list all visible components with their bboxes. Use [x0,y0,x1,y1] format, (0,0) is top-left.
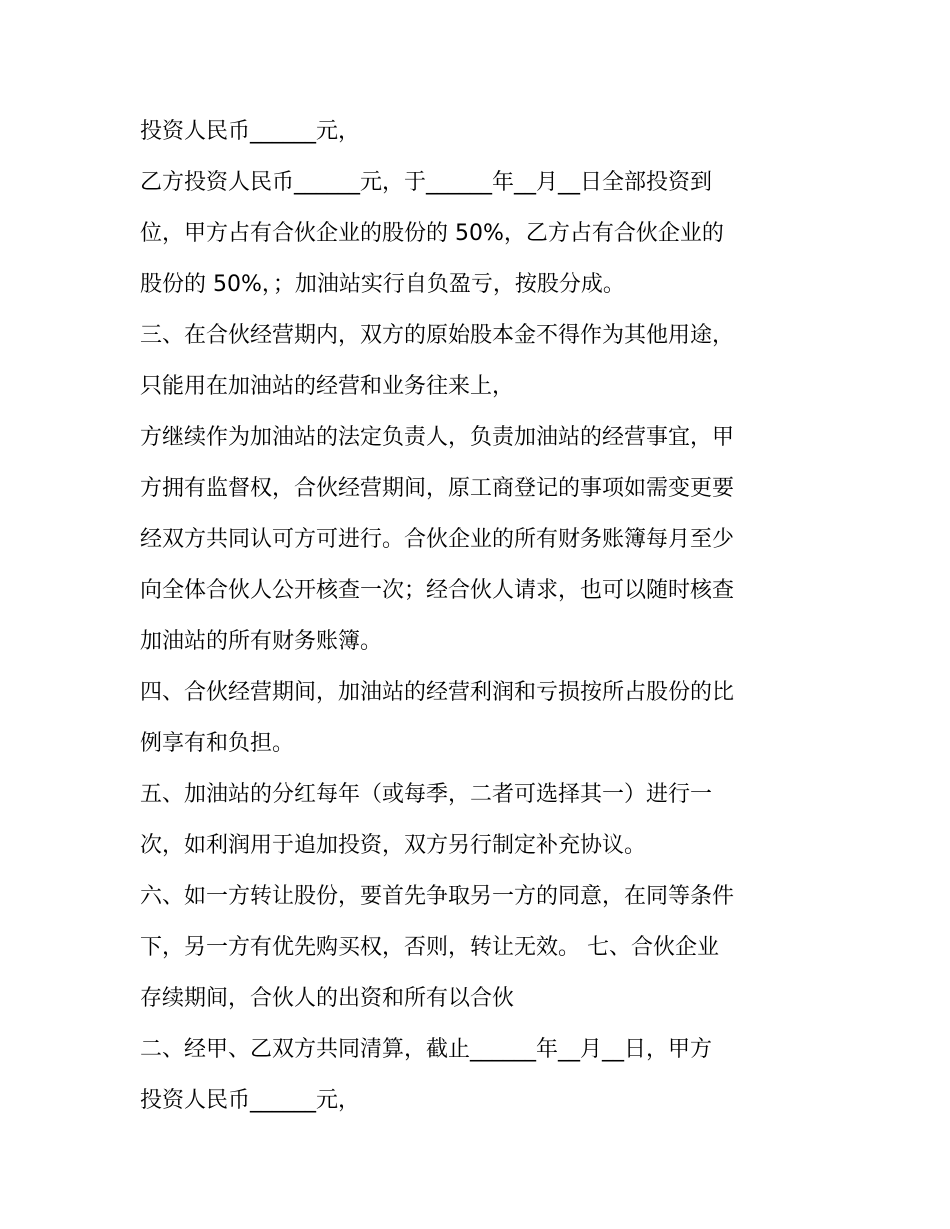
text-line: 例享有和负担。 [140,731,295,756]
text-line: 四、合伙经营期间，加油站的经营利润和亏损按所占股份的比 [140,680,735,705]
text-line: 只能用在加油站的经营和业务往来上， [140,374,515,399]
document-body [140,106,840,1126]
text-line: 投资人民币______元， [140,119,361,144]
text-line: 加油站的所有财务账簿。 [140,629,383,654]
text-line: 乙方投资人民币______元，于______年__月__日全部投资到 [140,170,713,195]
text-line: 方继续作为加油站的法定负责人，负责加油站的经营事宜，甲 [140,425,735,450]
text-line: 股份的 50%，；加油站实行自负盈亏，按股分成。 [140,272,625,297]
text-line: 二、经甲、乙双方共同清算，截止______年__月__日，甲方 [140,1037,713,1062]
text-line: 存续期间，合伙人的出资和所有以合伙 [140,986,515,1011]
text-line: 六、如一方转让股份，要首先争取另一方的同意，在同等条件 [140,884,735,909]
text-line: 三、在合伙经营期内，双方的原始股本金不得作为其他用途， [140,323,735,348]
text-line: 次，如利润用于追加投资，双方另行制定补充协议。 [140,833,647,858]
text-line: 经双方共同认可方可进行。合伙企业的所有财务账簿每月至少 [140,527,735,552]
text-line: 下，另一方有优先购买权，否则，转让无效。 七、合伙企业 [140,935,719,960]
text-line: 向全体合伙人公开核查一次；经合伙人请求，也可以随时核查 [140,578,735,603]
text-line: 位，甲方占有合伙企业的股份的 50%，乙方占有合伙企业的 [140,221,724,246]
text-line: 方拥有监督权，合伙经营期间，原工商登记的事项如需变更要 [140,476,735,501]
text-line: 投资人民币______元， [140,1088,361,1113]
text-line: 五、加油站的分红每年（或每季，二者可选择其一）进行一 [140,782,713,807]
